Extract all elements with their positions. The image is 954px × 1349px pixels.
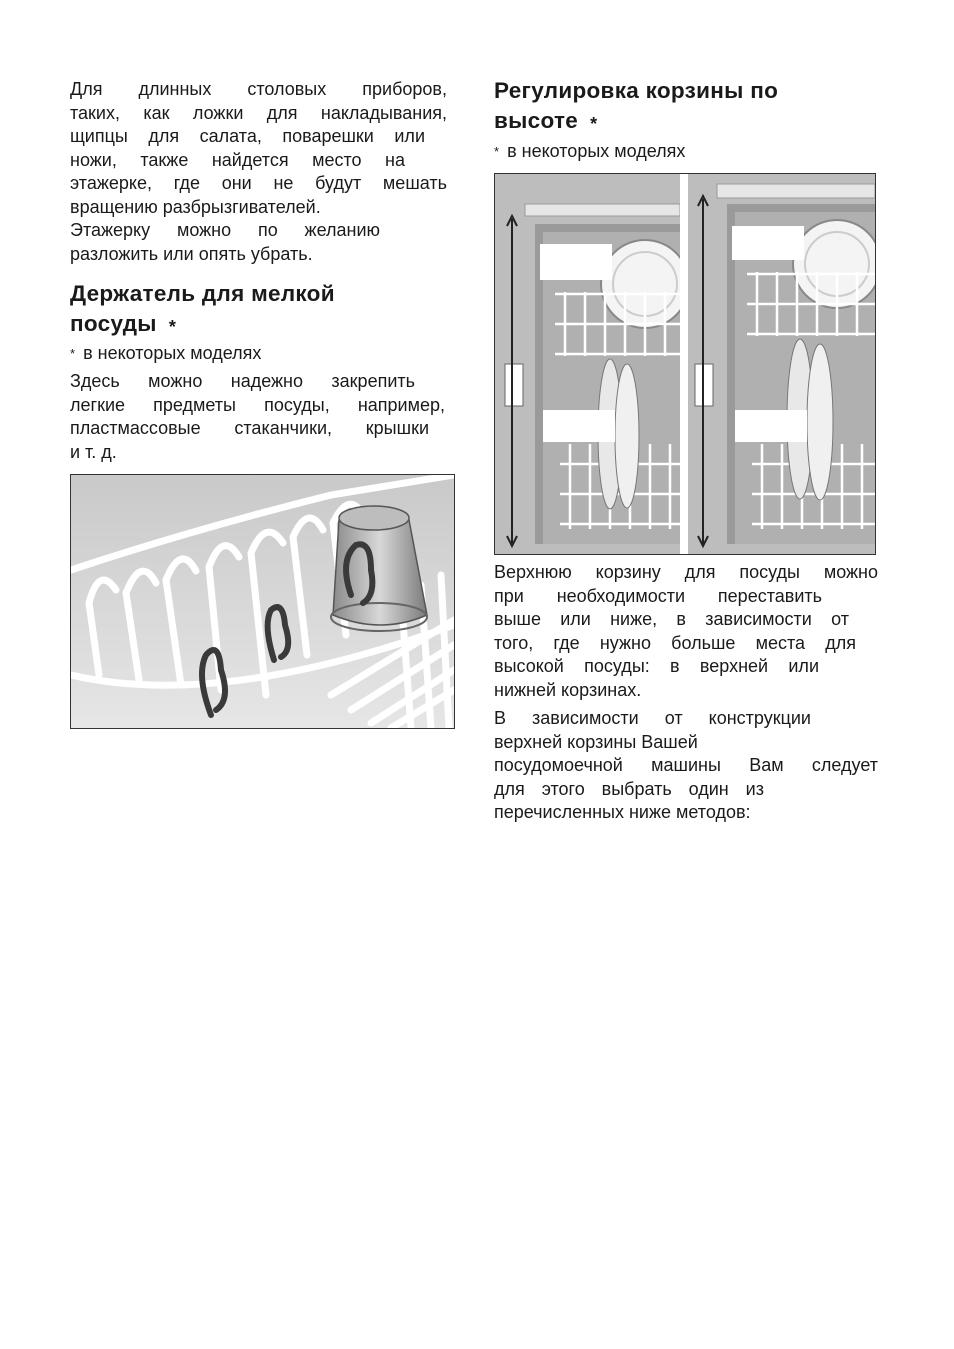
asterisk-icon: * <box>168 317 177 337</box>
body-line: выше или ниже, в зависимости от <box>494 609 849 629</box>
model-note: * в некоторых моделях <box>70 343 262 363</box>
rack-drawing <box>71 475 454 728</box>
body-line: для этого выбрать один из <box>494 778 764 799</box>
holder-description <box>70 370 445 464</box>
body-line: В зависимости от конструкции <box>494 708 811 728</box>
intro-line: разложить или опять убрать. <box>70 243 313 264</box>
heading-line: посуды * <box>70 311 177 337</box>
intro-line: вращению разбрызгивателей. <box>70 196 321 217</box>
body-line: при необходимости переставить <box>494 585 822 606</box>
body-line: и т. д. <box>70 441 117 462</box>
body-line: того, где нужно больше места для <box>494 632 856 653</box>
dishwasher-panel-left <box>495 174 689 554</box>
body-line: перечисленных ниже методов: <box>494 802 751 822</box>
intro-line: Этажерку можно по желанию <box>70 220 380 240</box>
intro-line: Для длинных столовых приборов, <box>70 79 447 99</box>
cup-holder-illustration <box>70 474 455 729</box>
body-line: Верхнюю корзину для посуды можно <box>494 562 878 582</box>
body-line: посудомоечной машины Вам следует <box>494 755 878 775</box>
body-line: нижней корзинах. <box>494 679 642 700</box>
section-heading-small-items-holder <box>70 279 335 342</box>
body-line: высокой посуды: в верхней или <box>494 656 819 676</box>
dishwasher-panel-right <box>688 174 875 554</box>
body-line: легкие предметы посуды, например, <box>70 394 445 415</box>
basket-paragraph-2 <box>494 707 878 825</box>
heading-line: Регулировка корзины по <box>494 78 779 103</box>
asterisk-icon: * <box>494 144 500 159</box>
intro-line: щипцы для салата, поварешки или <box>70 126 425 146</box>
body-line: верхней корзины Вашей <box>494 731 698 752</box>
intro-line: таких, как ложки для накладывания, <box>70 102 447 123</box>
heading-line: высоте * <box>494 108 598 134</box>
section-heading-basket-height <box>494 76 778 139</box>
body-line: Здесь можно надежно закрепить <box>70 371 415 391</box>
basket-height-illustration <box>494 173 876 555</box>
body-line: пластмассовые стаканчики, крышки <box>70 418 429 438</box>
model-note: * в некоторых моделях <box>494 141 686 161</box>
asterisk-icon: * <box>70 346 76 361</box>
intro-line: этажерке, где они не будут мешать <box>70 173 447 193</box>
intro-line: ножи, также найдется место на <box>70 149 405 170</box>
asterisk-icon: * <box>590 114 598 134</box>
dishwasher-drawing <box>495 174 875 554</box>
intro-paragraph <box>70 78 447 266</box>
heading-line: Держатель для мелкой <box>70 281 335 306</box>
basket-paragraph-1 <box>494 561 878 702</box>
